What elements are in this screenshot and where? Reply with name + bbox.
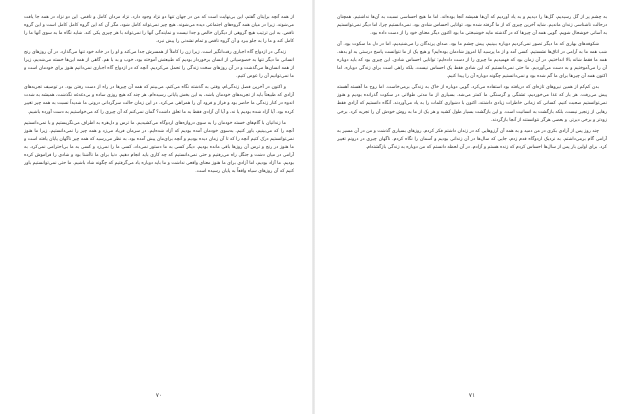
left-paragraph-2: زندگی در ازدواج گاه اجباری رقت‌انگیز است. زیرا زن را کاملاً از همسرش جدا می‌کند و او را در خانه خود تنها می‌گذارد. در آن روزهای رنج انسانی ما دیگر تنها به خصوصیاتی از انسان برخوردار بودیم که طبیعتش آموخته بود، خوب و بد با هم. گاهی از همه این‌ها خسته می‌شدیم، زیرا از همه انسان‌ها می‌گذشت و در آن روزهای سخت زندگی را تحمل می‌کردیم. آنچه که در ازدواج گاه اجباری نمی‌دانیم هنوز برای خودمان است و ما نمی‌توانیم آن را عوض کنیم. xyxy=(24,50,294,80)
page-gutter xyxy=(312,0,315,414)
left-paragraph-3: و اکنون در آخرین فصل زندگی‌ام، وقتی به گذشته نگاه می‌کنم، می‌بینم که همه آن چیزها در راه از دست رفتن بود. در توصیف تجربه‌های آزادی که طبیعتاً باید از تجربه‌های خودمان باشد، به این بخش پایانی رسیده‌ام. هر چند که هیچ روزی ساده و بی‌دغدغه نگذشت، همیشه به شدت اندوه در کنار زندگی ما حاضر بود و فراز و فرود آن را همراهی می‌کرد. در این زمان حالت سرگردانی درونی ما شدیداً نسبت به همه چیز تغییر کرده بود. آیا آزاد شده بودیم یا نه، و آیا آن آزادی فقط به ما تعلق داشت؟ گمان نمی‌کنم که آن چیزی را که می‌خواستیم به دست آورده باشیم. xyxy=(24,85,294,115)
right-page-number: ۷۱ xyxy=(468,392,476,399)
left-page-text xyxy=(24,14,294,386)
right-paragraph-3: بدن کم‌کم از همین نیروهای تازه‌ای که دریافته بود استفاده می‌کرد. گویی دوباره از خاک به زندگی برمی‌خاست. اما روح ما آهسته آهسته پیش می‌رفت. هر بار که غذا می‌خوردیم، تشنگی و گرسنگی ما کمتر می‌شد. بسیاری از ما مدتی طولانی در سکوت گذرانده بودیم و هنوز نمی‌توانستیم صحبت کنیم. کسانی که زمانی خاطرات زیادی داشتند، اکنون با دشواری کلمات را به یاد می‌آوردند. آنگاه دانستیم که آزادی فقط رهایی از زنجیر نیست، بلکه بازگشت به انسانیت است. و این بازگشت بسیار طول کشید و هر یک از ما به روش خودش آن را تجربه کرد. برخی زودتر و برخی دیرتر. و بعضی هرگز نتوانستند از آنجا بازگردند. xyxy=(337,85,607,123)
right-page-text xyxy=(337,14,607,386)
right-paragraph-4: چند روز پس از آزادی بکری در من دمید و به همه آن آرزوهایی که در زندان داشتم فکر کردم. روزهای بسیاری گذشت و من در آن مسیر به آرامی گام برمی‌داشتم. به نزدیک اردوگاه قدم زدم، جایی که سال‌ها در آن زندانی بودیم و آسمان را نگاه کردم. ناگهان چیزی در درونم تغییر کرد. برای اولین بار پس از سال‌ها احساس کردم که زنده هستم و آزادم. در آن لحظه دانستم که من دوباره به زندگی بازگشته‌ام. xyxy=(337,128,607,150)
right-paragraph-1: به چشم پر از گل رسیدیم، گل‌ها را دیدیم و به یاد آوردیم که آن‌ها همیشه آنجا بوده‌اند. اما ما هیچ احساسی نسبت به آن‌ها نداشتیم. همچنان درحالت ناشناسی زندان ماندیم. شاید آخرین چیزی که از ما گرفته شده بود، توانایی احساس شادی بود. نمی‌دانستیم چرا، اما دیگر نمی‌توانستیم به آسانی خوشحال شویم. گویی همه آن چیزها که در گذشته مایه خوشبختی ما بود اکنون دیگر معنای خود را از دست داده بود. xyxy=(337,15,607,37)
left-paragraph-1: از همه آنچه برایتان گفتم، این بی‌نهایت است که من در جهان تنها دو نژاد وجود دارد. نژاد مردان کامل و ناقص. این دو نژاد در همه جا یافت می‌شوند. زیرا در میان همه گروه‌های اجتماعی دیده می‌شوند. هیچ چیز نمی‌تواند کامل شود، مگر آن که این گروه کامل کامل است و این گروه ناقص. به این ترتیب هیچ گروهی از دیگران خالص و جدا نیست و نمایندگی آنها را نمی‌تواند با هر چیزی یکی کند. شاید نگاه ما به سوی آنها ما را کامل کند و ما را به جلو ببرد و آن گروه ناقص و تمام نشدنی را پیش نبرد. xyxy=(24,15,294,45)
left-page-number: ۷۰ xyxy=(155,392,163,399)
left-paragraph-4: ما زندانیان با گام‌های خسته خودمان را به سوی دروازه‌های اردوگاه می‌کشیدیم. ما ترس و دل‌هره به اطراف می‌نگریستیم و با نمی‌دانستیم آنچه را که می‌بینیم، باور کنیم. به‌سوی خودمان آمده بودیم که آزاد شده‌ایم. در سرمان فریاد می‌زد و همه چیز را نمی‌دانستیم. زیرا ما هنوز نمی‌توانستیم درک کنیم آنچه را که تا آن زمان دیده بودیم و آنچه برای‌مان پیش آمده بود. به نظر می‌رسید که همه چیز ناگهان پایان یافته است و ما هنوز در رنج و ترس آن روزها باقی مانده بودیم. دیگر کسی به ما دستور نمی‌داد، کسی ما را نمی‌زد و کسی به ما بی‌احترامی نمی‌کرد. به آرامی در میان دشت و جنگل راه می‌رفتیم و حتی نمی‌دانستیم که چه کاری باید انجام دهیم. دنیا برای ما ناآشنا بود و شادی را فراموش کرده بودیم. ما آزاد بودیم، اما آزادی برای ما هنوز معنای واقعی نداشت و ما باید دوباره یاد می‌گرفتیم که چگونه شاد باشیم. ما حتی نمی‌توانستیم باور کنیم که آن روزهای سیاه واقعاً به پایان رسیده است. xyxy=(24,120,294,174)
right-paragraph-2: شکوفه‌های بهاری که ما دیگر تصور نمی‌کردیم دوباره ببینیم، پیش چشم ما بود. صدای پرندگان را می‌شنیدیم، اما در دل ما سکوت بود. آن شب همه ما به آرامی در اتاق‌ها نشستیم. کسی آمد و از ما پرسید آیا امروز شادمان بوده‌ایم؟ و هیچ یک از ما نتوانست پاسخ درستی به او بدهد. همه ما فقط شانه بالا انداختیم. در آن زمان بود که فهمیدیم ما چیزی را از دست داده‌ایم: توانایی احساس شادی. این چیزی بود که باید دوباره آن را می‌آموختیم و به دست می‌آوردیم. ما حتی نمی‌دانستیم که این شادی فقط یک احساس نیست، بلکه راهی است برای زندگی دوباره. اما اکنون همه آن چیزها برای ما گم شده بود و نمی‌دانستیم چگونه دوباره آن را پیدا کنیم. xyxy=(337,42,607,80)
